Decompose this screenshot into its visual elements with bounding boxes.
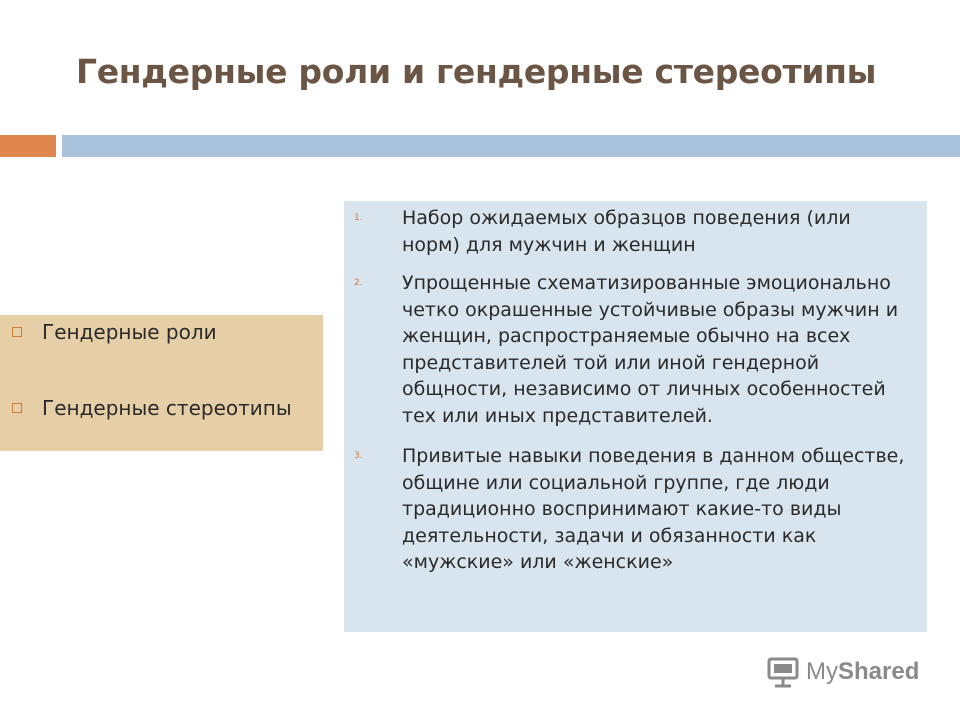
definition-text: Упрощенные схематизированные эмоционально четко окрашенные устойчивые образы мужчин и женщин, распространяемые обычно на всех представителей той или иной гендерной общности, независимо от личных особенностей тех или иных представителей. xyxy=(402,272,899,427)
presentation-board-icon xyxy=(766,655,800,689)
square-bullet-icon xyxy=(12,327,22,337)
definition-item xyxy=(354,270,914,429)
left-list-item-label: Гендерные стереотипы xyxy=(42,396,292,420)
definition-text: Набор ожидаемых образцов поведения (или норм) для мужчин и женщин xyxy=(402,207,851,256)
definition-text: Привитые навыки поведения в данном обществе, общине или социальной группе, где люди традиционно воспринимают какие-то виды деятельности, задачи и обязанности как «мужские» или «женские» xyxy=(402,445,905,573)
myshared-watermark xyxy=(766,655,919,689)
left-list-item xyxy=(10,396,292,420)
square-bullet-icon xyxy=(12,403,22,413)
definition-number: 1. xyxy=(354,213,363,223)
accent-bar-orange xyxy=(0,135,56,157)
definition-number: 3. xyxy=(354,451,363,461)
slide-title: Гендерные роли и гендерные стереотипы xyxy=(76,52,877,91)
definition-number: 2. xyxy=(354,278,363,288)
watermark-text: MyShared xyxy=(806,658,920,685)
definition-item xyxy=(354,443,914,576)
accent-bar-blue xyxy=(62,135,960,157)
left-list-item-label: Гендерные роли xyxy=(42,320,217,344)
definition-item xyxy=(354,205,914,258)
left-list-item xyxy=(10,320,217,344)
